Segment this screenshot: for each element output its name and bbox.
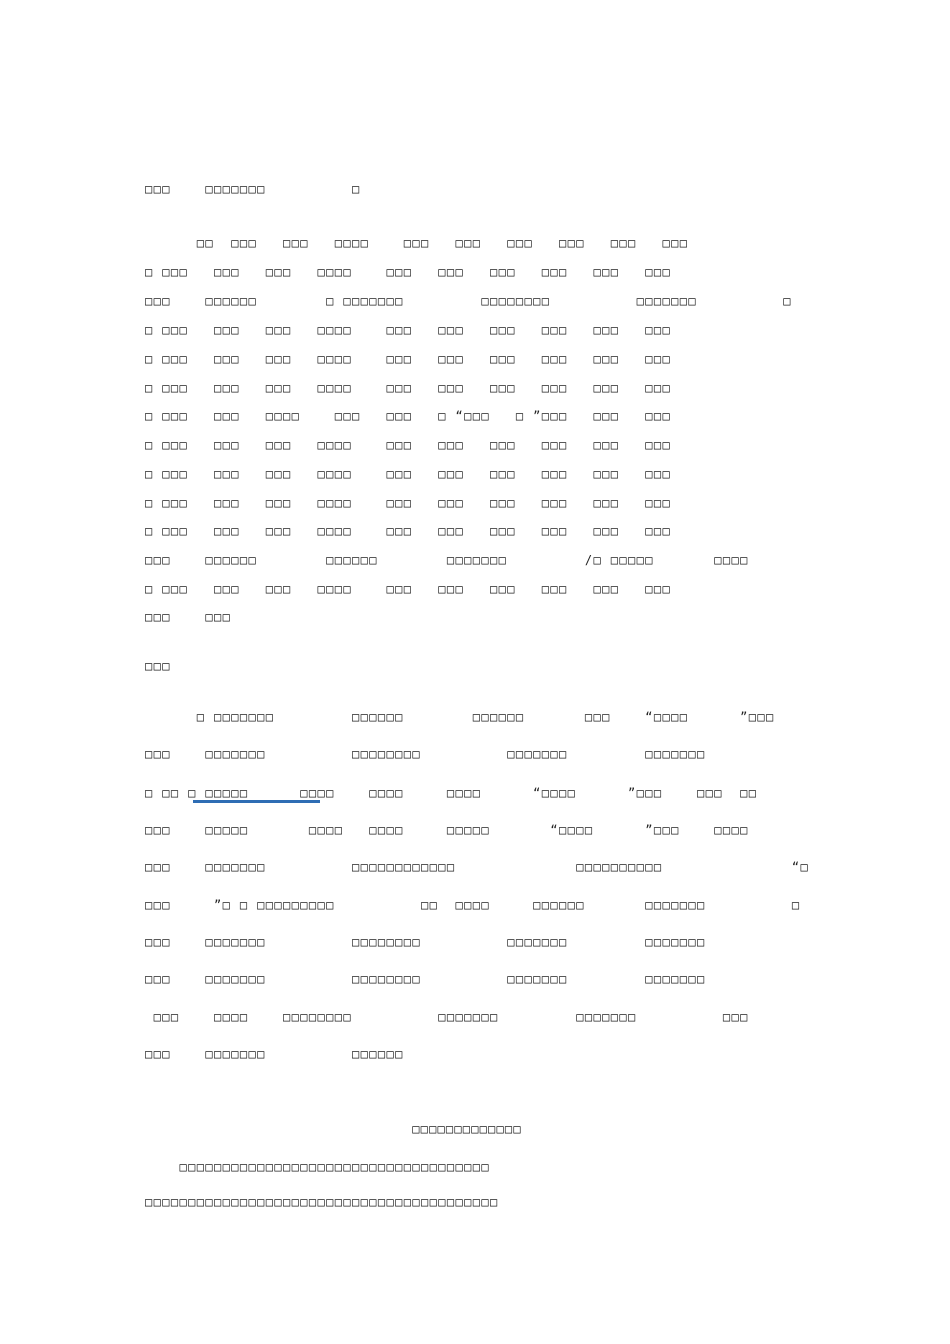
paragraph-line: □ □□□□□□□ □□□□□□ □□□□□□ □□□ “□□□□ ”□□□	[145, 710, 775, 724]
paragraph-line: □ □□□ □□□ □□□ □□□□ □□□ □□□ □□□ □□□ □□□ □□□	[145, 323, 672, 337]
paragraph-line: □ □□□ □□□ □□□ □□□□ □□□ □□□ □□□ □□□ □□□ □□□	[145, 582, 672, 596]
paragraph-line: □ □□□ □□□ □□□ □□□□ □□□ □□□ □□□ □□□ □□□ □□□	[145, 496, 672, 510]
paragraph-line: □□□□□□□□□□□□□□□□□□□□□□□□□□□□□□□□□□□□	[145, 1160, 490, 1174]
paragraph-line: □ □□□ □□□ □□□ □□□□ □□□ □□□ □□□ □□□ □□□ □□□	[145, 524, 672, 538]
paragraph-line: □□□ □□□□□□□ □□□□□□□□□□□□ □□□□□□□□□□ “□	[145, 860, 810, 874]
paragraph-line: □□□ ”□ □ □□□□□□□□□ □□ □□□□ □□□□□□ □□□□□□□ □	[145, 898, 801, 912]
paragraph-line: □ □□□ □□□ □□□ □□□□ □□□ □□□ □□□ □□□ □□□ □□□	[145, 438, 672, 452]
section-title-3: □□□□□□□□□□□□□	[412, 1122, 522, 1136]
paragraph-line: □□□□□□□□□□□□□□□□□□□□□□□□□□□□□□□□□□□□□□□□□	[145, 1195, 499, 1209]
paragraph-line: □□□ □□□	[145, 610, 232, 624]
paragraph-line: □□□ □□□□□□□ □□□□□□□□ □□□□□□□ □□□□□□□	[145, 747, 706, 761]
paragraph-line: □□□ □□□□□ □□□□ □□□□ □□□□□ “□□□□ ”□□□ □□□□	[145, 823, 749, 837]
paragraph-line: □ □□□ □□□ □□□ □□□□ □□□ □□□ □□□ □□□ □□□ □□□	[145, 381, 672, 395]
section-heading-1: □□□ □□□□□□□ □	[145, 182, 361, 196]
paragraph-line: □□□ □□□□□□□ □□□□□□□□ □□□□□□□ □□□□□□□	[145, 935, 706, 949]
paragraph-line: □ □□□ □□□ □□□ □□□□ □□□ □□□ □□□ □□□ □□□ □□□	[145, 352, 672, 366]
paragraph-line: □□□ □□□□□□□ □□□□□□	[145, 1047, 404, 1061]
paragraph-line: □ □□□ □□□ □□□ □□□□ □□□ □□□ □□□ □□□ □□□ □□□	[145, 265, 672, 279]
paragraph-line: □□□ □□□□ □□□□□□□□ □□□□□□□ □□□□□□□ □□□	[145, 1010, 749, 1024]
section-heading-2: □□□	[145, 659, 171, 673]
paragraph-line: □□□ □□□□□□□ □□□□□□□□ □□□□□□□ □□□□□□□	[145, 972, 706, 986]
link-underline[interactable]	[193, 800, 320, 803]
paragraph-line: □□ □□□ □□□ □□□□ □□□ □□□ □□□ □□□ □□□ □□□	[145, 236, 689, 250]
paragraph-line: □□□ □□□□□□ □ □□□□□□□ □□□□□□□□ □□□□□□□ □	[145, 294, 792, 308]
paragraph-line: □ □□□ □□□ □□□□ □□□ □□□ □ “□□□ □ ”□□□ □□□ □□□	[145, 409, 672, 423]
paragraph-line: □ □□□ □□□ □□□ □□□□ □□□ □□□ □□□ □□□ □□□ □□□	[145, 467, 672, 481]
paragraph-line: □ □□ □ □□□□□ □□□□ □□□□ □□□□ “□□□□ ”□□□ □□□ □□	[145, 786, 758, 800]
paragraph-line: □□□ □□□□□□ □□□□□□ □□□□□□□ /□ □□□□□ □□□□	[145, 553, 749, 567]
